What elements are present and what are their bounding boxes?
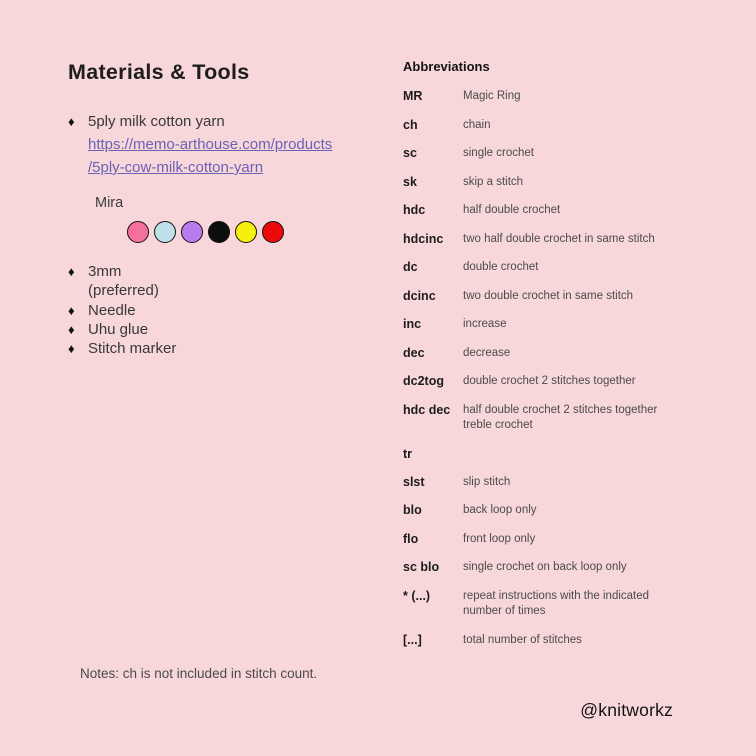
list-item [68, 339, 398, 358]
abbreviation-term: dec [403, 345, 425, 360]
abbreviation-row [403, 447, 699, 462]
abbreviation-row [403, 203, 699, 219]
abbreviation-row [403, 289, 699, 305]
abbreviation-row [403, 560, 699, 576]
yarn-color-swatch [262, 221, 284, 243]
yarn-color-swatch [181, 221, 203, 243]
abbreviation-description: increase [463, 318, 507, 330]
diamond-bullet-icon: ♦ [68, 321, 75, 337]
abbreviation-row [403, 633, 699, 649]
yarn-link-line1: https://memo-arthouse.com/products [88, 136, 333, 153]
yarn-color-swatch [127, 221, 149, 243]
abbreviation-description: Magic Ring [463, 90, 521, 102]
yarn-product-link[interactable] [88, 133, 332, 179]
materials-list-yarn [68, 112, 398, 179]
abbreviation-term: [...] [403, 632, 422, 647]
abbreviation-term: dcinc [403, 288, 436, 303]
abbreviation-description: half double crochet 2 stitches together treble crochet [463, 403, 658, 431]
abbreviation-row [403, 232, 699, 248]
abbreviation-description: single crochet on back loop only [463, 561, 627, 573]
abbreviation-description: decrease [463, 346, 511, 359]
abbreviation-term: dc [403, 260, 418, 274]
abbreviation-row [403, 118, 699, 134]
list-item-label: Stitch marker [88, 340, 177, 358]
yarn-item-label: 5ply milk cotton yarn [88, 113, 225, 130]
list-item [68, 301, 398, 320]
materials-list-tools [68, 262, 398, 358]
abbreviation-term: hdcinc [403, 231, 444, 246]
abbreviation-description: single crochet [463, 147, 534, 159]
abbreviation-term: MR [403, 89, 423, 103]
yarn-color-swatch [154, 221, 176, 243]
yarn-color-swatch [235, 221, 257, 243]
abbreviation-term: inc [403, 317, 422, 331]
abbreviation-description: two half double crochet in same stitch [463, 232, 655, 245]
abbreviation-row [403, 374, 699, 390]
list-item-yarn [68, 112, 398, 179]
abbreviation-row [403, 146, 699, 162]
list-item [68, 262, 398, 301]
author-handle: @knitworkz [580, 700, 673, 720]
abbreviation-term: slst [403, 474, 425, 489]
abbreviation-term: hdc dec [403, 402, 451, 417]
diamond-bullet-icon: ♦ [68, 302, 75, 318]
abbreviation-description: back loop only [463, 504, 537, 516]
yarn-color-swatch [208, 221, 230, 243]
yarn-item-text [88, 112, 332, 179]
abbreviation-description: slip stitch [463, 475, 511, 488]
yarn-colorway-label: Mira [95, 195, 124, 211]
abbreviation-row [403, 89, 699, 105]
abbreviation-row [403, 589, 699, 620]
abbreviation-description: front loop only [463, 532, 536, 545]
list-item-label: 3mm [88, 263, 122, 280]
list-item-label: Needle [88, 301, 136, 319]
abbreviation-row [403, 346, 699, 362]
abbreviation-row [403, 175, 699, 191]
page-title: Materials & Tools [68, 60, 250, 84]
abbreviation-row [403, 260, 699, 276]
abbreviation-description: half double crochet [463, 204, 561, 216]
abbreviations-table [403, 89, 699, 648]
abbreviation-row [403, 475, 699, 491]
abbreviation-row [403, 403, 699, 434]
diamond-bullet-icon: ♦ [68, 264, 75, 279]
abbreviation-description: double crochet 2 stitches together [463, 375, 636, 387]
diamond-bullet-icon: ♦ [68, 341, 75, 357]
abbreviation-term: ch [403, 117, 418, 132]
abbreviations-section [403, 59, 699, 661]
abbreviation-term: * (...) [403, 588, 431, 603]
abbreviation-description: total number of stitches [463, 633, 582, 646]
abbreviation-term: flo [403, 531, 419, 546]
abbreviation-term: hdc [403, 203, 426, 217]
abbreviation-description: chain [463, 118, 491, 131]
abbreviation-description: skip a stitch [463, 175, 524, 188]
abbreviation-description: repeat instructions with the indicated number of times [463, 589, 650, 617]
abbreviation-term: blo [403, 503, 422, 517]
abbreviation-row [403, 503, 699, 519]
diamond-bullet-icon: ♦ [68, 114, 75, 129]
abbreviation-description: double crochet [463, 261, 539, 273]
abbreviation-term: dc2tog [403, 374, 444, 388]
list-item-label: Uhu glue [88, 320, 149, 338]
abbreviation-term: sc [403, 146, 417, 160]
yarn-link-line2: /5ply-cow-milk-cotton-yarn [88, 159, 264, 176]
abbreviations-title: Abbreviations [403, 59, 490, 74]
abbreviation-term: sc blo [403, 560, 440, 574]
list-item [68, 320, 398, 339]
list-item-sublabel: (preferred) [88, 282, 159, 300]
abbreviation-row [403, 532, 699, 548]
notes-text: Notes: ch is not included in stitch count. [80, 666, 318, 681]
materials-section [68, 60, 398, 358]
yarn-color-palette [127, 221, 398, 243]
abbreviation-term: tr [403, 446, 413, 461]
abbreviation-row [403, 317, 699, 333]
abbreviation-term: sk [403, 174, 417, 189]
abbreviation-description: two double crochet in same stitch [463, 289, 634, 302]
